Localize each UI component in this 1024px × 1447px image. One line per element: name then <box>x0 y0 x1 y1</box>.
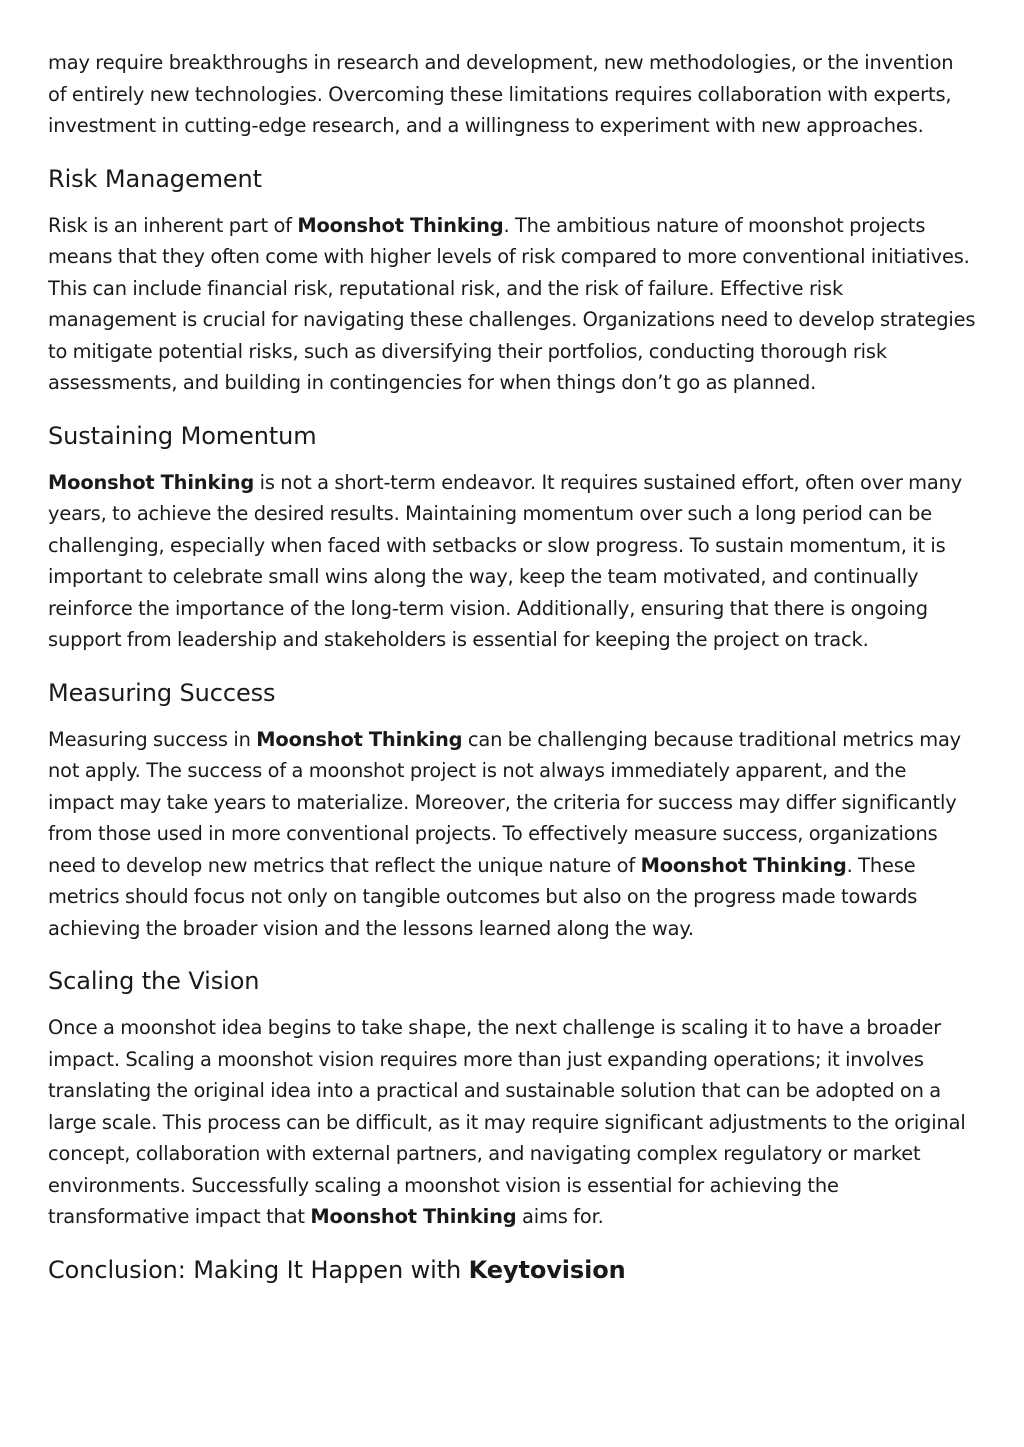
risk-text-2: . The ambitious nature of moonshot projects means that they often come with higher levels of risk compared to more conventional initiatives. This can include financial risk, reputational risk, and the risk of failure. Effective risk management is crucial for navigating these challenges. Organizations need to develop strategies to mitigate potential risks, such as diversifying their portfolios, conducting thorough risk assessments, and building in contingencies for when things don’t go as planned. <box>48 213 976 394</box>
measuring-text-3: . These metrics should focus not only on tangible outcomes but also on the progress made towards achieving the broader vision and the lessons learned along the way. <box>48 853 918 940</box>
measuring-keyword-1: Moonshot Thinking <box>256 727 463 751</box>
intro-paragraph: may require breakthroughs in research and development, new methodologies, or the invention of entirely new technologies. Overcoming these limitations requires collaboration with experts, investment in cutting-edge research, and a willingness to experiment with new approaches. <box>48 51 954 137</box>
conclusion-heading-text: Conclusion: Making It Happen with <box>48 1255 469 1284</box>
risk-management-paragraph <box>48 210 976 399</box>
scaling-vision-paragraph <box>48 1012 976 1233</box>
momentum-text-1: is not a short-term endeavor. It requires sustained effort, often over many years, to achieve the desired results. Maintaining momentum over such a long period can be challenging, especially when faced with setbacks or slow progress. To sustain momentum, it is important to celebrate small wins along the way, keep the team motivated, and continually reinforce the importance of the long-term vision. Additionally, ensuring that there is ongoing support from leadership and stakeholders is essential for keeping the project on track. <box>48 470 963 651</box>
scaling-keyword: Moonshot Thinking <box>310 1205 517 1228</box>
scaling-text-2: aims for. <box>516 1205 604 1228</box>
conclusion-heading <box>48 1254 976 1286</box>
conclusion-brand-name: Keytovision <box>468 1255 626 1284</box>
measuring-success-paragraph <box>48 724 976 945</box>
risk-text-1: Risk is an inherent part of <box>48 213 298 237</box>
measuring-success-heading: Measuring Success <box>48 678 276 707</box>
momentum-keyword: Moonshot Thinking <box>48 470 255 494</box>
measuring-text-2: can be challenging because traditional metrics may not apply. The success of a moonshot project is not always immediately apparent, and the impact may take years to materialize. Moreover, the criteria for success may differ significantly from those used in more conventional projects. To effectively measure success, organizations need to develop new metrics that reflect the unique nature of <box>48 727 962 877</box>
risk-management-heading: Risk Management <box>48 164 262 193</box>
sustaining-momentum-heading: Sustaining Momentum <box>48 421 317 450</box>
measuring-keyword-2: Moonshot Thinking <box>640 853 847 877</box>
risk-keyword: Moonshot Thinking <box>297 213 504 237</box>
sustaining-momentum-paragraph <box>48 467 976 656</box>
measuring-text-1: Measuring success in <box>48 727 257 751</box>
scaling-text-1: Once a moonshot idea begins to take shape, the next challenge is scaling it to have a broader impact. Scaling a moonshot vision requires more than just expanding operations; it involves translating the original idea into a practical and sustainable solution that can be adopted on a large scale. This process can be difficult, as it may require significant adjustments to the original concept, collaboration with external partners, and navigating complex regulatory or market environments. Successfully scaling a moonshot vision is essential for achieving the transformative impact that <box>48 1016 966 1228</box>
scaling-vision-heading: Scaling the Vision <box>48 967 260 995</box>
